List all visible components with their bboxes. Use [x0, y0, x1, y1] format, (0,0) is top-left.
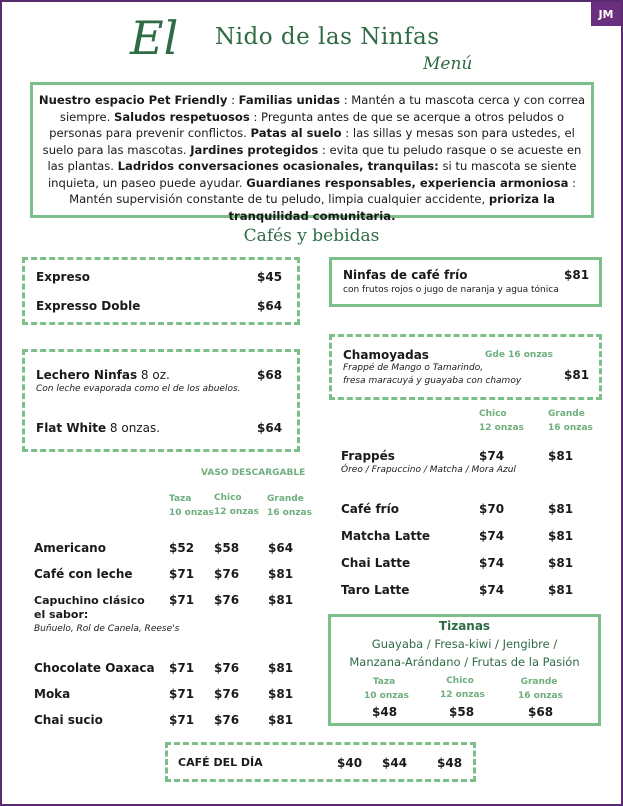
item-name: CAFÉ DEL DÍA: [178, 756, 263, 769]
price-taza: $52: [169, 541, 195, 555]
size-header: [214, 491, 259, 519]
price-chico: $44: [382, 756, 408, 770]
price-grande: $81: [268, 593, 294, 607]
size-name: Chico: [479, 409, 507, 419]
price-chico: $74: [479, 556, 505, 570]
rule-text: : Mantén a tu mascota cerca y con correa siempre.: [59, 93, 586, 124]
item-price: $81: [564, 368, 590, 382]
item-price: $81: [564, 268, 590, 282]
price-chico: $70: [479, 502, 505, 516]
price-taza: $71: [169, 661, 195, 675]
price-taza: $71: [169, 687, 195, 701]
item-name: Chamoyadas: [343, 348, 429, 362]
lechero-box: [22, 349, 300, 452]
size-header: [267, 492, 312, 520]
item-price: $68: [257, 368, 283, 382]
size-name: Chico: [446, 676, 474, 686]
item-description: Óreo / Frapuccino / Matcha / Mora Azul: [341, 465, 516, 475]
section-title: Cafés y bebidas: [243, 226, 380, 246]
size-name: Taza: [169, 494, 192, 504]
item-price: $64: [257, 299, 283, 313]
size-header: [479, 407, 524, 435]
size-name: Taza: [372, 677, 396, 687]
rule-title: Ladridos conversaciones ocasionales, tranquilas:: [117, 159, 439, 173]
item-name: Expresso Doble: [36, 299, 141, 313]
size-oz: 12 onzas: [479, 423, 524, 433]
price-chico: $76: [214, 661, 240, 675]
size-oz: 12 onzas: [440, 690, 485, 700]
price-grande: $81: [548, 583, 574, 597]
item-price: $64: [257, 421, 283, 435]
item-name: [36, 368, 170, 382]
menu-script: Menú: [423, 54, 473, 74]
size-header: [548, 407, 593, 435]
size-oz: 16 onzas: [518, 691, 563, 701]
price-taza: $40: [337, 756, 363, 770]
tizanas-title: Tizanas: [438, 619, 491, 633]
item-name: Chocolate Oaxaca: [34, 661, 155, 675]
tizanas-flavors-line1: Guayaba / Fresa-kiwi / Jengibre /: [371, 637, 558, 651]
item-description: fresa maracuyá y guayaba con chamoy: [343, 376, 522, 386]
price-grande: $81: [548, 556, 574, 570]
price-chico: $76: [214, 687, 240, 701]
size-oz: 12 onzas: [214, 507, 259, 517]
price-grande: $81: [268, 661, 294, 675]
price-chico: $76: [214, 593, 240, 607]
rule-title: Jardines protegidos: [190, 142, 319, 157]
item-name: Chai sucio: [34, 713, 103, 727]
espresso-box: [22, 257, 300, 325]
item-name: Capuchino clásico: [34, 594, 145, 607]
size-oz: 16 onzas: [267, 508, 312, 518]
item-name: Café con leche: [34, 567, 133, 581]
item-description: Buñuelo, Rol de Canela, Reese's: [34, 624, 180, 634]
lechero-size: 8 oz.: [137, 368, 170, 382]
size-name: Grande: [520, 677, 558, 687]
rule-text: : Mantén supervisión constante de tu peludo, limpia cualquier accidente,: [69, 175, 577, 206]
size-name: Grande: [267, 494, 304, 504]
item-description: Frappé de Mango o Tamarindo,: [343, 363, 484, 373]
size-oz: 10 onzas: [169, 508, 214, 518]
price-grande: $81: [268, 687, 294, 701]
price-chico: $74: [479, 583, 505, 597]
price-chico: $74: [479, 529, 505, 543]
price-chico: $58: [214, 541, 240, 555]
price-taza: $71: [169, 713, 195, 727]
item-name: Moka: [34, 687, 71, 701]
price-grande: $81: [268, 713, 294, 727]
item-name: Americano: [34, 541, 106, 555]
size-header: [440, 674, 485, 702]
price-grande: $68: [528, 705, 554, 719]
item-name: Ninfas de café frío: [343, 268, 468, 282]
rule-title: prioriza la tranquilidad comunitaria.: [228, 192, 555, 223]
user-badge[interactable]: JM: [591, 2, 621, 26]
size-name: Grande: [548, 409, 585, 419]
price-grande: $64: [268, 541, 294, 555]
item-description: Con leche evaporada como el de los abuelos.: [36, 384, 241, 394]
size-header: [169, 492, 214, 520]
rule-text: : Pregunta antes de que se acerque a otros peludos o personas para prevenir conflictos.: [49, 109, 565, 140]
price-grande: $81: [548, 449, 574, 463]
size-name: Chico: [214, 493, 242, 503]
item-price: $45: [257, 270, 283, 284]
house-rules-text: [36, 92, 588, 224]
size-label: Gde 16 onzas: [485, 350, 553, 360]
rule-title: Patas al suelo: [250, 126, 342, 140]
item-name: [36, 421, 160, 435]
flat-white-name: Flat White: [36, 421, 107, 435]
rule-text: :: [227, 93, 239, 107]
size-oz: 10 onzas: [364, 691, 409, 701]
price-taza: $48: [372, 705, 398, 719]
ninfas-box: [329, 257, 602, 307]
lechero-name: Lechero Ninfas: [36, 368, 138, 382]
size-oz: 16 onzas: [548, 423, 593, 433]
item-name: Expreso: [36, 270, 90, 284]
logo-script-el: El: [130, 11, 179, 65]
rule-title: Guardianes responsables, experiencia armoniosa: [246, 175, 569, 190]
rule-text: : evita que tu peludo rasque o se acueste en las plantas.: [47, 142, 582, 173]
price-chico: $58: [449, 705, 475, 719]
price-taza: $71: [169, 567, 195, 581]
price-grande: $81: [548, 502, 574, 516]
rule-text: : las sillas y mesas son para ustedes, el suelo para las mascotas.: [42, 126, 575, 157]
rule-title: Familias unidas: [238, 93, 341, 107]
item-name: Frappés: [341, 449, 395, 463]
flat-white-size: 8 onzas.: [106, 421, 161, 435]
page-title: Nido de las Ninfas: [215, 24, 440, 50]
item-name: Café frío: [341, 502, 399, 516]
tizanas-flavors-line2: Manzana-Arándano / Frutas de la Pasión: [349, 655, 580, 669]
price-chico: $76: [214, 567, 240, 581]
size-header: [364, 675, 409, 703]
price-chico: $74: [479, 449, 505, 463]
rule-text: si tu mascota se siente inquieta, un paseo puede ayudar.: [47, 159, 577, 190]
item-name-line2: el sabor:: [34, 608, 89, 621]
rule-title: Saludos respetuosos: [113, 109, 250, 124]
price-grande: $81: [548, 529, 574, 543]
item-name: Matcha Latte: [341, 529, 431, 543]
price-grande: $48: [437, 756, 463, 770]
price-chico: $76: [214, 713, 240, 727]
item-name: Taro Latte: [341, 583, 410, 597]
size-header: [518, 675, 563, 703]
item-name: Chai Latte: [341, 556, 411, 570]
price-taza: $71: [169, 593, 195, 607]
price-grande: $81: [268, 567, 294, 581]
item-description: con frutos rojos o jugo de naranja y agua tónica: [343, 285, 559, 295]
rule-title: Nuestro espacio Pet Friendly: [38, 93, 228, 107]
vaso-descargable-label: VASO DESCARGABLE: [201, 468, 306, 478]
